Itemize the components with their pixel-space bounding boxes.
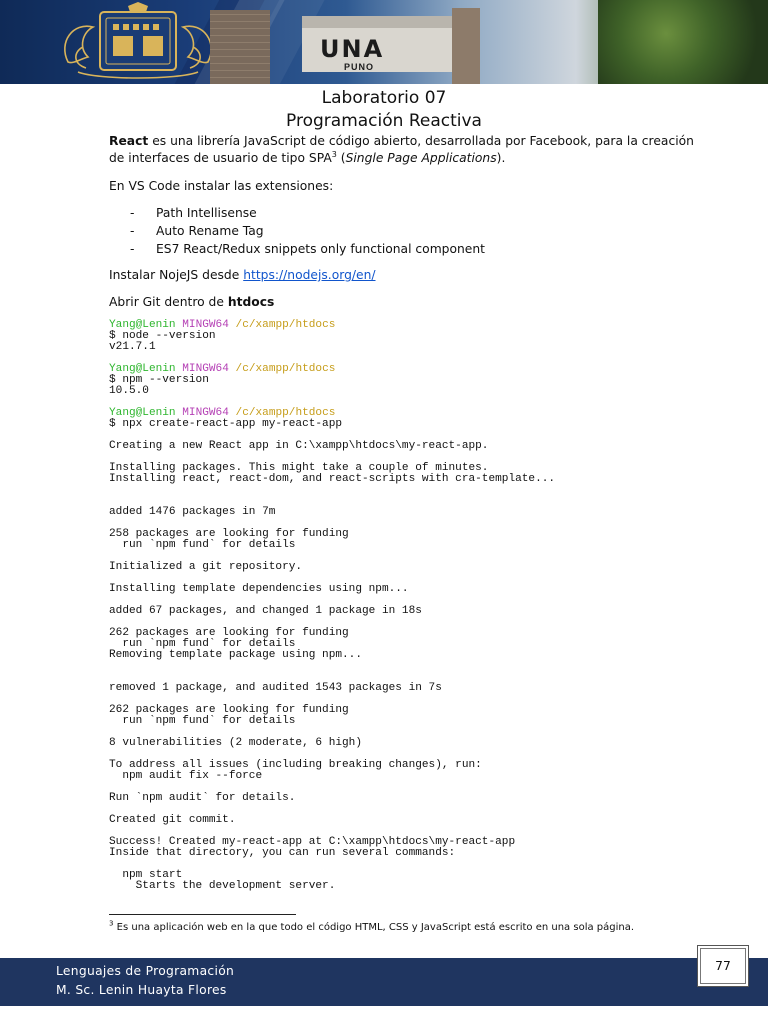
terminal-line: Inside that directory, you can run several commands: [109, 847, 456, 859]
campus-sign-sub: PUNO [344, 62, 375, 72]
terminal-line: 262 packages are looking for funding [109, 704, 349, 716]
intro-bold-term: React [109, 134, 149, 148]
page-footer [0, 958, 768, 1006]
list-item: - Path Intellisense [130, 206, 257, 220]
nodejs-link[interactable]: https://nodejs.org/en/ [243, 268, 376, 282]
terminal-line: run `npm fund` for details [109, 715, 296, 727]
footnote-divider [109, 914, 296, 915]
terminal-line: npm audit fix --force [109, 770, 263, 782]
terminal-line: To address all issues (including breaking changes), run: [109, 759, 482, 771]
terminal-line: Initialized a git repository. [109, 561, 303, 573]
tree-foliage [598, 0, 768, 84]
terminal-line: Created git commit. [109, 814, 236, 826]
list-item: - Auto Rename Tag [130, 224, 264, 238]
terminal-line: Success! Created my-react-app at C:\xampp\htdocs\my-react-app [109, 836, 516, 848]
terminal-line: v21.7.1 [109, 341, 156, 353]
terminal-line: Installing template dependencies using npm... [109, 583, 409, 595]
gate-wall-top [302, 16, 452, 28]
gate-pillar [452, 8, 480, 84]
terminal-line: Run `npm audit` for details. [109, 792, 296, 804]
terminal-line: added 67 packages, and changed 1 package in 18s [109, 605, 422, 617]
terminal-line: Installing packages. This might take a couple of minutes. [109, 462, 489, 474]
terminal-line: Starts the development server. [109, 880, 336, 892]
list-item: - ES7 React/Redux snippets only functional component [130, 242, 485, 256]
terminal-prompt: Yang@Lenin MINGW64 /c/xampp/htdocs [109, 407, 336, 419]
terminal-command: $ node --version [109, 330, 216, 342]
page-number: 77 [697, 945, 749, 987]
university-crest-logo [58, 2, 218, 82]
intro-italic-term: Single Page Applications [345, 151, 497, 165]
terminal-line: Installing react, react-dom, and react-scripts with cra-template... [109, 473, 556, 485]
terminal-prompt: Yang@Lenin MINGW64 /c/xampp/htdocs [109, 319, 336, 331]
document-title: Laboratorio 07 [321, 88, 447, 108]
terminal-line: added 1476 packages in 7m [109, 506, 276, 518]
intro-text-paren: ( [336, 151, 346, 165]
terminal-output [109, 320, 709, 892]
extensions-list [130, 204, 485, 258]
terminal-command: $ npm --version [109, 374, 209, 386]
git-open-line: Abrir Git dentro de htdocs [109, 295, 275, 309]
terminal-line: 258 packages are looking for funding [109, 528, 349, 540]
terminal-prompt: Yang@Lenin MINGW64 /c/xampp/htdocs [109, 363, 336, 375]
header-banner [0, 0, 768, 84]
intro-text-end: ). [496, 151, 506, 165]
footnote-text: Es una aplicación web en la que todo el código HTML, CSS y JavaScript está escrito en una sola página. [113, 922, 635, 933]
terminal-line: 8 vulnerabilities (2 moderate, 6 high) [109, 737, 362, 749]
campus-gate [262, 8, 592, 84]
intro-text: es una librería JavaScript de código abierto, desarrollada por Facebook, para la creación de interfaces de usuario de tipo SPA [109, 134, 694, 165]
footnote-reference[interactable]: 3 [331, 149, 337, 159]
footnote [109, 919, 635, 933]
node-install-line: Instalar NojeJS desde https://nodejs.org/en/ [109, 268, 376, 282]
terminal-line: run `npm fund` for details [109, 638, 296, 650]
footnote-number: 3 [109, 919, 114, 928]
htdocs-bold: htdocs [227, 295, 275, 309]
footer-author: M. Sc. Lenin Huayta Flores [56, 983, 227, 997]
terminal-line: removed 1 package, and audited 1543 packages in 7s [109, 682, 442, 694]
extensions-lead: En VS Code instalar las extensiones: [109, 179, 334, 193]
terminal-line: npm start [109, 869, 183, 881]
terminal-line: 10.5.0 [109, 385, 149, 397]
brick-pillar [210, 10, 270, 84]
footer-course: Lenguajes de Programación [56, 964, 235, 978]
terminal-line: 262 packages are looking for funding [109, 627, 349, 639]
intro-paragraph [109, 133, 699, 167]
campus-sign: UNA [320, 35, 385, 63]
terminal-line: Creating a new React app in C:\xampp\htdocs\my-react-app. [109, 440, 489, 452]
terminal-line: Removing template package using npm... [109, 649, 362, 661]
document-subtitle: Programación Reactiva [286, 111, 482, 131]
terminal-line: run `npm fund` for details [109, 539, 296, 551]
terminal-command: $ npx create-react-app my-react-app [109, 418, 343, 430]
